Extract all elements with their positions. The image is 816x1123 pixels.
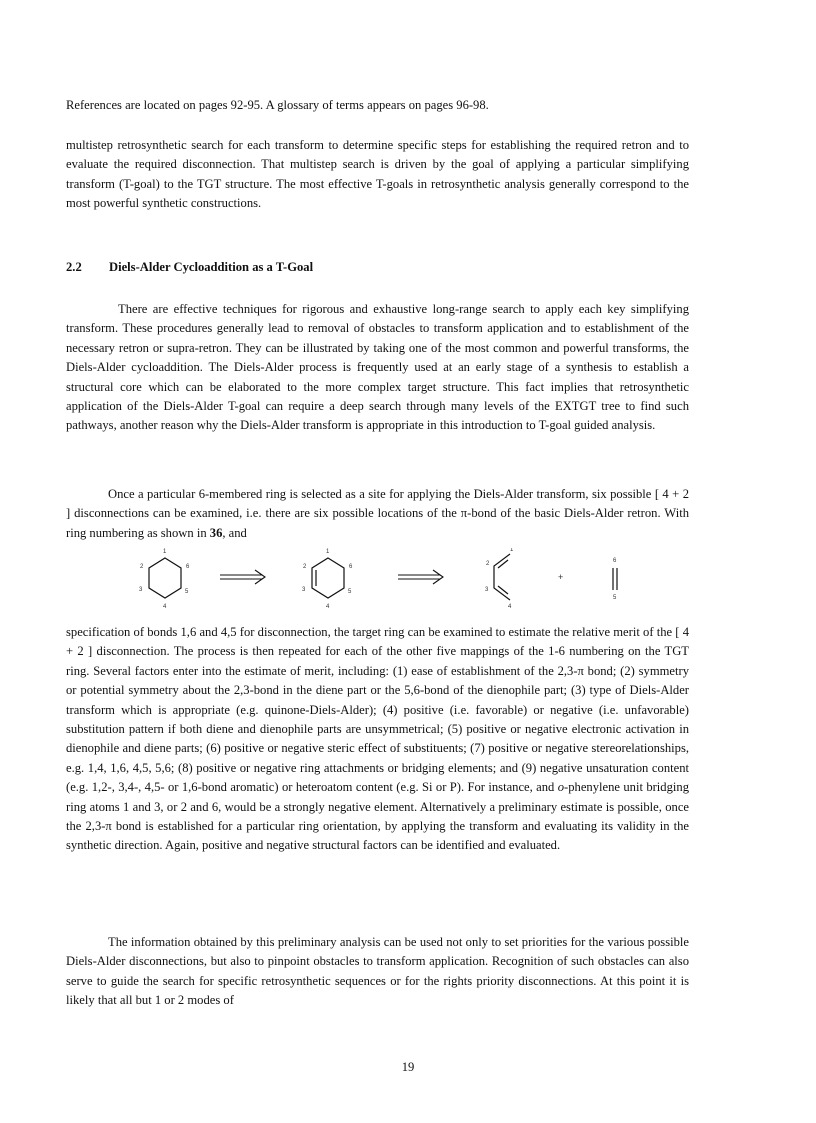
ring1-label-3: 3	[139, 587, 143, 593]
section-heading	[66, 260, 313, 275]
paragraph-2-text: Once a particular 6-membered ring is selected as a site for applying the Diels-Alder transform, six possible [ 4 + 2 ] disconnections can be examined, i.e. there are six possible locations of the π-bond of the basic Diels-Alder retron. With ring numbering as shown in	[66, 487, 689, 540]
retrosynthetic-arrow-icon	[220, 570, 265, 584]
paragraph-2	[66, 485, 689, 543]
compound-number: 36	[209, 525, 223, 540]
ring2-label-6: 6	[349, 564, 353, 570]
diene-structure	[494, 554, 510, 600]
references-note: References are located on pages 92-95. A glossary of terms appears on pages 96-98.	[66, 98, 489, 112]
dienophile-structure	[613, 568, 617, 590]
ring1-label-4: 4	[163, 604, 167, 610]
paragraph-1: There are effective techniques for rigorous and exhaustive long-range search to apply each key simplifying transform. These procedures generally lead to removal of obstacles to transform application and to establishment of the necessary retron or supra-retron. They can be illustrated by taking one of the most common and powerful transforms, the Diels-Alder cycloaddition. The Diels-Alder process is frequently used at an early stage of a synthesis to establish a structural core which can be elaborated to the more complex target structure. This fact implies that retrosynthetic application of the Diels-Alder T-goal can require a deep search through many levels of the EXTGT tree to find such pathways, another reason why the Diels-Alder transform is appropriate in this introduction to T-goal guided analysis.	[66, 302, 689, 433]
retrosynthetic-arrow-icon	[398, 570, 443, 584]
diene-label-2: 2	[486, 561, 490, 567]
ring2-label-1: 1	[326, 549, 330, 555]
section-number: 2.2	[66, 260, 82, 274]
ring1-label-5: 5	[185, 589, 189, 595]
ortho-prefix: o	[557, 780, 565, 795]
page-number: 19	[401, 1060, 415, 1074]
cyclohexene-ring	[312, 558, 344, 598]
paragraph-3-text-cont: -phenylene unit bridging ring atoms 1 and 3, or 2 and 6, would be a strongly negative element. Alternatively a preliminary estimate is possible, once the 2,3-π bond is established for a particular ring orientation, by applying the transform and evaluating its validity in the synthetic direction. Again, positive and negative structural factors can be identified and evaluated.	[66, 780, 689, 853]
dienophile-label-5: 5	[613, 595, 617, 601]
diene-label-4: 4	[508, 604, 512, 610]
ring1-label-6: 6	[186, 564, 190, 570]
ring2-label-4: 4	[326, 604, 330, 610]
diels-alder-scheme	[130, 548, 650, 618]
paragraph-3	[66, 623, 689, 856]
dienophile-label-6: 6	[613, 558, 617, 564]
ring1-label-2: 2	[140, 564, 144, 570]
paragraph-2-tail: , and	[222, 525, 247, 540]
diene-label-1: 1	[510, 548, 514, 553]
ring2-label-3: 3	[302, 587, 306, 593]
ring1-label-1: 1	[163, 549, 167, 555]
cyclohexane-ring	[149, 558, 181, 598]
diene-label-3: 3	[485, 587, 489, 593]
ring2-label-2: 2	[303, 564, 307, 570]
continuation-paragraph: multistep retrosynthetic search for each transform to determine specific steps for establishing the required retron and to evaluate the required disconnection. That multistep search is driven by the goal of applying a particular simplifying transform (T-goal) to the TGT structure. The most effective T-goals in retrosynthetic analysis generally correspond to the most powerful synthetic constructions.	[66, 138, 689, 211]
section-title: Diels-Alder Cycloaddition as a T-Goal	[109, 260, 314, 274]
paragraph-3-text: specification of bonds 1,6 and 4,5 for disconnection, the target ring can be examined to estimate the relative merit of the [ 4 + 2 ] disconnection. The process is then repeated for each of the other five mappings of the 1-6 numbering on the TGT ring. Several factors enter into the estimate of merit, including: (1) ease of establishment of the 2,3-π bond; (2) symmetry or potential symmetry about the 2,3-bond in the diene part or the 5,6-bond of the dienophile part; (3) type of Diels-Alder transform which is appropriate (e.g. quinone-Diels-Alder); (4) positive (i.e. favorable) or negative (i.e. unfavorable) substitution pattern if both diene and dienophile parts are unsymmetrical; (5) positive or negative electronic activation in dienophile and diene parts; (6) positive or negative steric effect of substituents; (7) positive or negative stereorelationships, e.g. 1,4, 1,6, 4,5, 5,6; (8) positive or negative ring attachments or bridging elements; and (9) negative unsaturation content (e.g. 1,2-, 3,4-, 4,5- or 1,6-bond aromatic) or heteroatom content (e.g. Si or P). For instance, and	[66, 625, 689, 795]
paragraph-4: The information obtained by this preliminary analysis can be used not only to set priorities for the various possible Diels-Alder disconnections, but also to pinpoint obstacles to transform application. Recognition of such obstacles can also serve to guide the search for specific retrosynthetic sequences or for the rights priority disconnections. At this point it is likely that all but 1 or 2 modes of	[66, 935, 689, 1008]
plus-sign: +	[558, 572, 564, 582]
ring2-label-5: 5	[348, 589, 352, 595]
